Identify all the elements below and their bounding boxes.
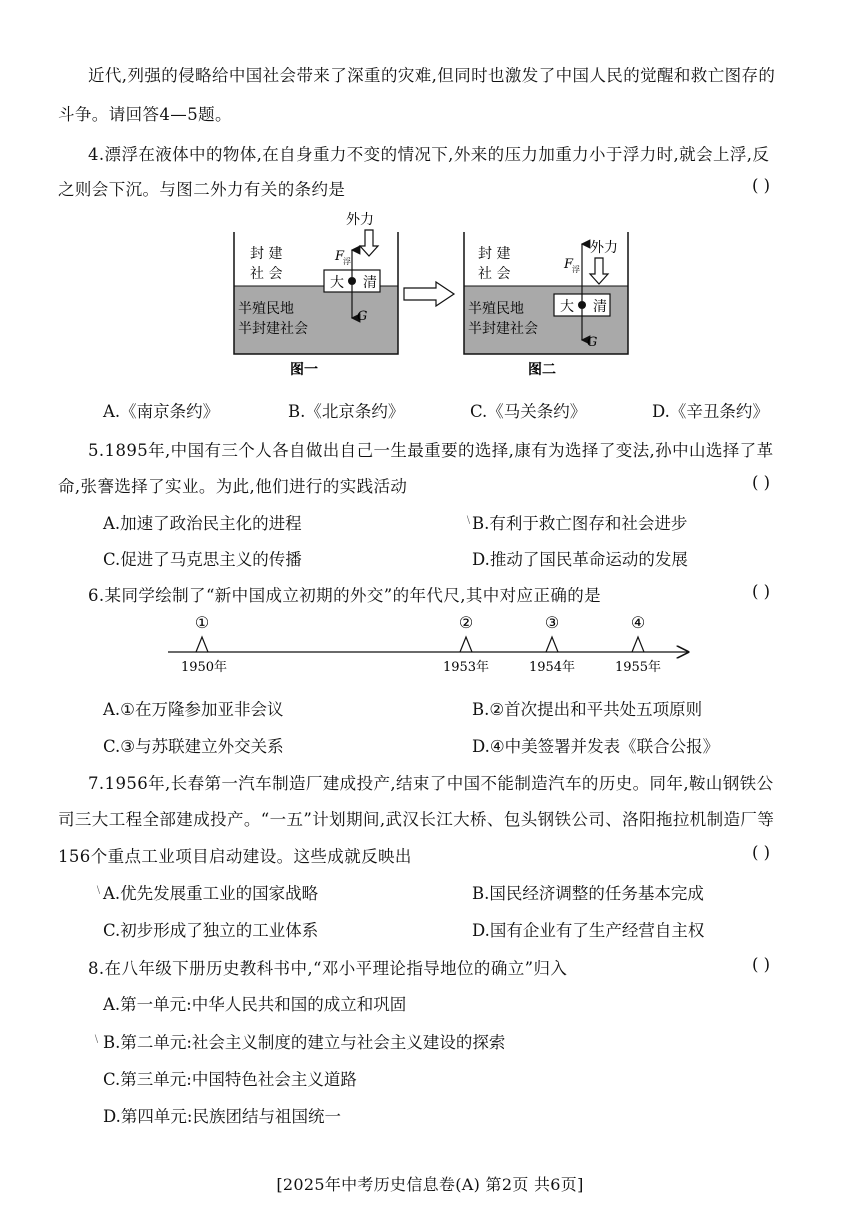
fig2-f-sub: 浮 (572, 265, 580, 274)
q5-option-a[interactable]: A.加速了政治民主化的进程 (103, 514, 302, 533)
pencil-tick-mark: ﹨ (462, 512, 476, 527)
q5-option-b[interactable]: B.有利于救亡图存和社会进步 (472, 514, 688, 533)
q5-option-c[interactable]: C.促进了马克思主义的传播 (103, 550, 302, 569)
fig2-caption: 图二 (528, 362, 556, 378)
fig2-semi-b: 半封建社会 (468, 321, 538, 337)
fig2-external-force: 外力 (590, 240, 618, 256)
q5-stem-line-1: 5.1895年,中国有三个人各自做出自己一生最重要的选择,康有为选择了变法,孙中山选择了革 (88, 441, 774, 460)
fig1-semi-a: 半殖民地 (238, 301, 294, 317)
q8-option-d[interactable]: D.第四单元:民族团结与祖国统一 (103, 1107, 341, 1126)
fig2-g-label: G (587, 335, 598, 350)
transition-arrow (404, 282, 454, 306)
q6-option-b[interactable]: B.②首次提出和平共处五项原则 (472, 700, 703, 719)
fig1-feudal-a: 封 建 (250, 246, 283, 262)
q7-answer-blank[interactable]: ( ) (752, 843, 771, 862)
fig2-feudal-a: 封 建 (478, 246, 511, 262)
q4-option-c[interactable]: C.《马关条约》 (470, 402, 587, 421)
fig1-f-sub: 浮 (343, 257, 351, 266)
q6-timeline (160, 610, 700, 678)
q8-answer-blank[interactable]: ( ) (752, 955, 771, 974)
q8-stem-line-1: 8.在八年级下册历史教科书中,“邓小平理论指导地位的确立”归入 (88, 959, 568, 978)
q6-answer-blank[interactable]: ( ) (752, 582, 771, 601)
q8-option-b[interactable]: B.第二单元:社会主义制度的建立与社会主义建设的探索 (103, 1033, 506, 1052)
timeline-marker-3 (529, 613, 575, 675)
q8-option-a[interactable]: A.第一单元:中华人民共和国的成立和巩固 (103, 995, 407, 1014)
intro-line-2: 斗争。请回答4—5题。 (58, 105, 232, 124)
q7-stem-line-2: 司三大工程全部建成投产。“一五”计划期间,武汉长江大桥、包头钢铁公司、洛阳拖拉机制造厂等 (58, 810, 775, 829)
q6-stem-line-1: 6.某同学绘制了“新中国成立初期的外交”的年代尺,其中对应正确的是 (88, 586, 602, 605)
q6-option-a[interactable]: A.①在万隆参加亚非会议 (103, 700, 284, 719)
fig2-qing: 清 (593, 299, 607, 315)
fig1-external-force: 外力 (346, 212, 374, 228)
fig2-f-label: F (564, 257, 574, 272)
intro-line-1: 近代,列强的侵略给中国社会带来了深重的灾难,但同时也激发了中国人民的觉醒和救亡图存的 (88, 66, 776, 85)
fig1-g-label: G (357, 309, 368, 324)
fig2-feudal-b: 社 会 (478, 266, 511, 282)
year-label-1: 1950年 (180, 660, 228, 675)
q7-option-d[interactable]: D.国有企业有了生产经营自主权 (472, 921, 705, 940)
year-label-4: 1955年 (614, 660, 662, 675)
q5-answer-blank[interactable]: ( ) (752, 473, 771, 492)
q6-option-d[interactable]: D.④中美签署并发表《联合公报》 (472, 737, 720, 756)
q4-stem-line-2: 之则会下沉。与图二外力有关的条约是 (58, 180, 346, 199)
q7-stem-line-1: 7.1956年,长春第一汽车制造厂建成投产,结束了中国不能制造汽车的历史。同年,鞍山钢铁公 (88, 774, 774, 793)
year-label-2: 1953年 (442, 660, 490, 675)
marker-label-2: ② (458, 613, 474, 632)
fig1-feudal-b: 社 会 (250, 266, 283, 282)
fig2-big: 大 (560, 299, 574, 315)
fig1-qing: 清 (363, 275, 377, 291)
timeline-marker-1 (181, 613, 227, 675)
pencil-tick-mark: ﹨ (92, 882, 106, 897)
fig1-big: 大 (330, 275, 344, 291)
figure-1-container (234, 211, 398, 378)
figure-2-container (464, 232, 628, 378)
fig1-caption: 图一 (290, 362, 318, 378)
year-label-3: 1954年 (528, 660, 576, 675)
fig2-semi-a: 半殖民地 (468, 301, 524, 317)
q8-option-c[interactable]: C.第三单元:中国特色社会主义道路 (103, 1070, 357, 1089)
fig1-semi-b: 半封建社会 (238, 321, 308, 337)
q4-option-d[interactable]: D.《辛丑条约》 (652, 402, 769, 421)
q4-answer-blank[interactable]: ( ) (752, 176, 771, 195)
q7-stem-line-3: 156个重点工业项目启动建设。这些成就反映出 (58, 847, 412, 866)
q5-stem-line-2: 命,张謇选择了实业。为此,他们进行的实践活动 (58, 477, 408, 496)
q4-option-b[interactable]: B.《北京条约》 (288, 402, 405, 421)
q5-option-d[interactable]: D.推动了国民革命运动的发展 (472, 550, 688, 569)
marker-label-4: ④ (630, 613, 646, 632)
marker-label-1: ① (194, 613, 210, 632)
q4-option-a[interactable]: A.《南京条约》 (103, 402, 220, 421)
q4-stem-line-1: 4.漂浮在液体中的物体,在自身重力不变的情况下,外来的压力加重力小于浮力时,就会上浮,反 (88, 145, 770, 164)
page-footer: [2025年中考历史信息卷(A) 第2页 共6页] (276, 1175, 584, 1194)
timeline-marker-2 (443, 613, 489, 675)
fig1-f-label: F (335, 249, 345, 264)
q4-buoyancy-figure (226, 208, 646, 380)
timeline-marker-4 (615, 613, 661, 675)
q7-option-c[interactable]: C.初步形成了独立的工业体系 (103, 921, 319, 940)
pencil-tick-mark: ﹨ (90, 1031, 104, 1046)
q7-option-b[interactable]: B.国民经济调整的任务基本完成 (472, 884, 704, 903)
marker-label-3: ③ (544, 613, 560, 632)
q7-option-a[interactable]: A.优先发展重工业的国家战略 (103, 884, 319, 903)
q6-option-c[interactable]: C.③与苏联建立外交关系 (103, 737, 284, 756)
